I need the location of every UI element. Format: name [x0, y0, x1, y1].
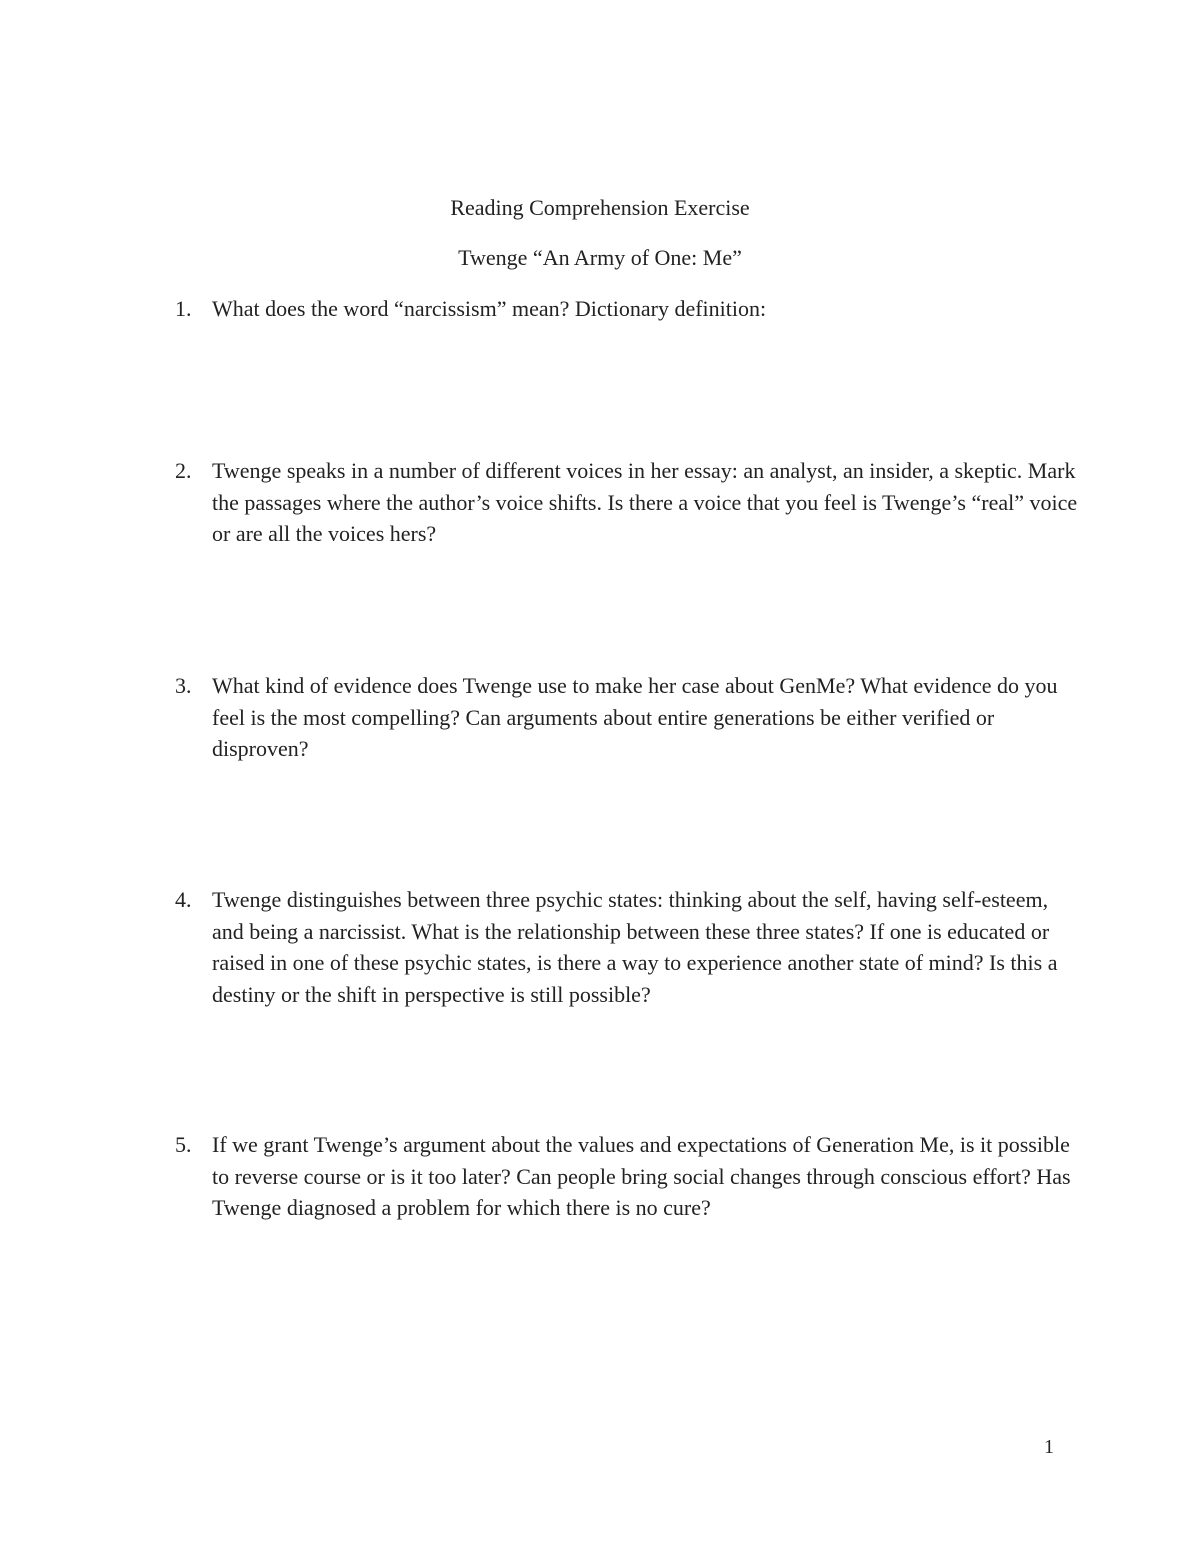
page-title: Reading Comprehension Exercise: [450, 195, 750, 220]
question-3: [175, 670, 1080, 765]
question-number: 5.: [175, 1132, 192, 1157]
question-5: [175, 1129, 1080, 1224]
question-number: 1.: [175, 296, 192, 321]
page-number: 1: [1044, 1436, 1054, 1458]
question-text: If we grant Twenge’s argument about the values and expectations of Generation Me, is it possible to reverse course or is it too later? Can people bring social changes through conscious effort? Has Twenge diagnosed a problem for which there is no cure?: [212, 1132, 1071, 1220]
question-text: What does the word “narcissism” mean? Dictionary definition:: [212, 296, 767, 321]
question-text: What kind of evidence does Twenge use to make her case about GenMe? What evidence do you feel is the most compelling? Can arguments about entire generations be either verified or disproven?: [212, 673, 1058, 761]
question-number: 3.: [175, 673, 192, 698]
question-number: 4.: [175, 887, 192, 912]
question-2: [175, 455, 1080, 550]
question-4: [175, 884, 1080, 1010]
question-number: 2.: [175, 458, 192, 483]
question-text: Twenge speaks in a number of different voices in her essay: an analyst, an insider, a skeptic. Mark the passages where the author’s voice shifts. Is there a voice that you feel is Twenge’s “real” voice or are all the voices hers?: [212, 458, 1078, 546]
page-subtitle: Twenge “An Army of One: Me”: [458, 245, 742, 270]
question-text: Twenge distinguishes between three psychic states: thinking about the self, having self-esteem, and being a narcissist. What is the relationship between these three states? If one is educated or raised in one of these psychic states, is there a way to experience another state of mind? Is this a destiny or the shift in perspective is still possible?: [212, 887, 1058, 1007]
question-1: [175, 293, 1080, 325]
